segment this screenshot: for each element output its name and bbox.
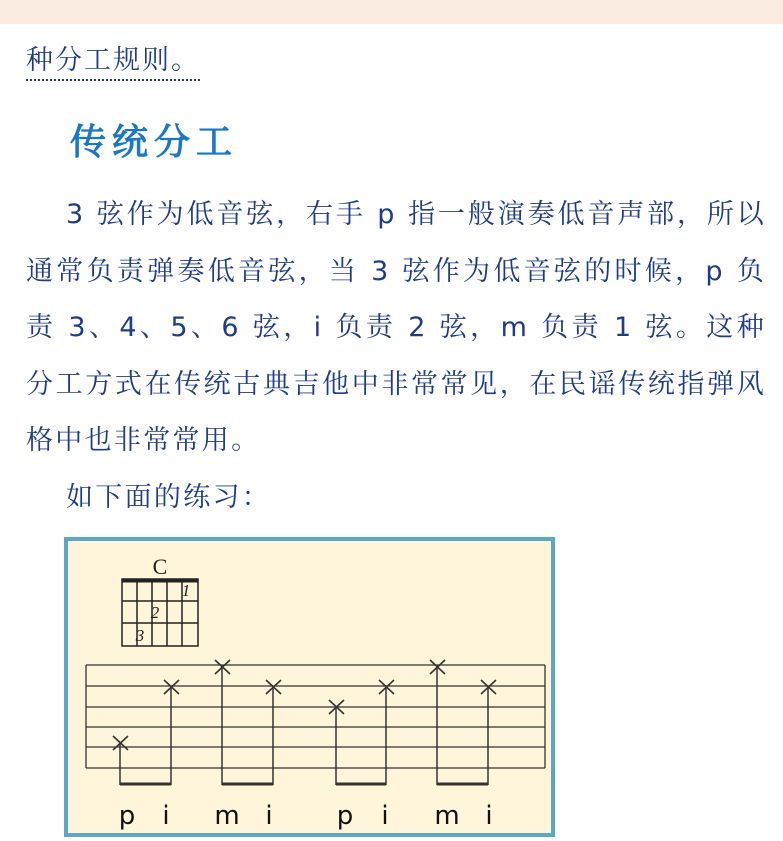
- finger-2: 2: [150, 603, 160, 622]
- fingering-label: i: [485, 801, 493, 831]
- tab-notation: [68, 541, 559, 841]
- fingering-label: m: [434, 801, 460, 831]
- fingering-label: i: [162, 801, 170, 831]
- tab-staff: [86, 665, 545, 768]
- fingering-label: m: [214, 801, 240, 831]
- fingering-label: i: [265, 801, 273, 831]
- finger-1: 1: [181, 581, 191, 600]
- body-paragraph: [26, 187, 766, 470]
- exercise-figure: [64, 537, 555, 837]
- rhythm-stems: [120, 667, 488, 785]
- fingering-label: i: [381, 801, 389, 831]
- previous-paragraph-tail: 种分工规则。: [26, 44, 200, 81]
- paragraph-text: 3 弦作为低音弦，右手 p 指一般演奏低音声部，所以通常负责弹奏低音弦，当 3 弦作为低音弦的时候，p 负责 3、4、5、6 弦，i 负责 2 弦，m 负责 1 弦。这种分工方式在传统古典吉他中非常常见，在民谣传统指弹风格中也非常常用。: [26, 199, 766, 456]
- exercise-intro: 如下面的练习：: [66, 482, 272, 513]
- section-title: 传统分工: [70, 122, 239, 163]
- finger-3: 3: [135, 626, 145, 645]
- top-band: [0, 0, 783, 24]
- fingering-label: p: [336, 801, 354, 831]
- fingering-label: p: [118, 801, 136, 831]
- chord-name: C: [152, 554, 168, 579]
